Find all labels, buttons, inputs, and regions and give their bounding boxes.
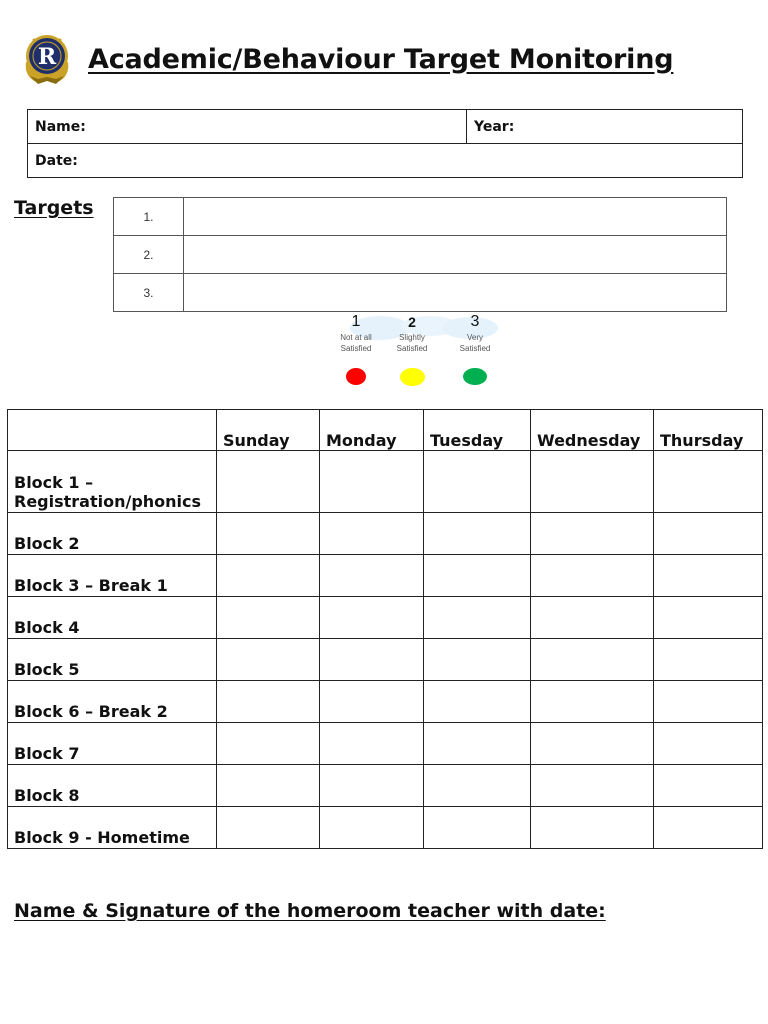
table-row [8,723,763,765]
rating-cell[interactable] [217,765,320,807]
rating-cell[interactable] [424,765,531,807]
rating-cell[interactable] [320,555,424,597]
red-dot-icon [346,368,366,385]
rating-cell[interactable] [424,451,531,513]
rating-cell[interactable] [654,639,763,681]
rating-cell[interactable] [531,681,654,723]
rating-cell[interactable] [531,765,654,807]
target-row [114,274,727,312]
table-row [8,765,763,807]
rating-cell[interactable] [320,723,424,765]
scale-item-very-satisfied: 3 Very Satisfied [459,313,491,353]
rating-cell[interactable] [217,513,320,555]
table-row [8,807,763,849]
block-label: Block 6 – Break 2 [8,681,217,723]
rating-cell[interactable] [320,639,424,681]
table-row [8,555,763,597]
rating-cell[interactable] [217,555,320,597]
day-header-sunday: Sunday [217,410,320,451]
rating-cell[interactable] [654,555,763,597]
rating-cell[interactable] [424,639,531,681]
table-row [8,597,763,639]
schedule-header-row [8,410,763,451]
rating-cell[interactable] [320,513,424,555]
green-dot-icon [463,368,487,385]
satisfaction-scale [330,312,500,392]
rating-cell[interactable] [531,513,654,555]
target-row [114,236,727,274]
rating-cell[interactable] [531,451,654,513]
schedule-table [7,409,763,849]
rating-cell[interactable] [654,807,763,849]
rating-cell[interactable] [654,723,763,765]
day-header-thursday: Thursday [654,410,763,451]
block-label: Block 9 - Hometime [8,807,217,849]
target-row [114,198,727,236]
rating-cell[interactable] [320,597,424,639]
rating-cell[interactable] [654,765,763,807]
targets-table [113,197,727,312]
rating-cell[interactable] [424,555,531,597]
year-field[interactable]: Year: [467,110,743,144]
scale-item-slightly-satisfied: 2 Slightly Satisfied [396,314,428,353]
block-label: Block 2 [8,513,217,555]
rating-cell[interactable] [217,723,320,765]
name-field[interactable]: Name: [28,110,467,144]
rating-cell[interactable] [217,639,320,681]
school-crest-logo [22,32,72,86]
rating-cell[interactable] [531,639,654,681]
day-header-wednesday: Wednesday [531,410,654,451]
block-label: Block 3 – Break 1 [8,555,217,597]
rating-cell[interactable] [531,597,654,639]
rating-cell[interactable] [531,555,654,597]
rating-cell[interactable] [424,597,531,639]
rating-cell[interactable] [320,681,424,723]
target-number: 2. [114,236,184,274]
target-input[interactable] [184,198,727,236]
rating-cell[interactable] [654,597,763,639]
rating-cell[interactable] [217,681,320,723]
rating-cell[interactable] [217,451,320,513]
table-row [8,451,763,513]
rating-cell[interactable] [320,765,424,807]
rating-cell[interactable] [424,513,531,555]
corner-header-cell [8,410,217,451]
target-input[interactable] [184,274,727,312]
block-label: Block 4 [8,597,217,639]
rating-cell[interactable] [320,451,424,513]
table-row [8,639,763,681]
date-field[interactable]: Date: [28,144,743,178]
targets-heading: Targets [14,197,94,219]
rating-cell[interactable] [654,451,763,513]
student-info-table [27,109,743,178]
rating-cell[interactable] [217,807,320,849]
day-header-tuesday: Tuesday [424,410,531,451]
block-label: Block 1 – Registration/phonics [8,451,217,513]
day-header-monday: Monday [320,410,424,451]
target-number: 1. [114,198,184,236]
page-title: Academic/Behaviour Target Monitoring [88,44,674,75]
rating-cell[interactable] [531,807,654,849]
block-label: Block 8 [8,765,217,807]
block-label: Block 7 [8,723,217,765]
rating-cell[interactable] [217,597,320,639]
rating-cell[interactable] [320,807,424,849]
block-label: Block 5 [8,639,217,681]
table-row [8,681,763,723]
target-number: 3. [114,274,184,312]
rating-cell[interactable] [424,681,531,723]
table-row [8,513,763,555]
target-input[interactable] [184,236,727,274]
rating-cell[interactable] [531,723,654,765]
yellow-dot-icon [400,368,425,386]
rating-cell[interactable] [654,513,763,555]
rating-cell[interactable] [424,723,531,765]
rating-cell[interactable] [654,681,763,723]
rating-cell[interactable] [424,807,531,849]
scale-item-not-satisfied: 1 Not at all Satisfied [340,313,372,353]
teacher-signature-label: Name & Signature of the homeroom teacher with date: [14,900,606,922]
svg-text:R: R [37,44,57,70]
